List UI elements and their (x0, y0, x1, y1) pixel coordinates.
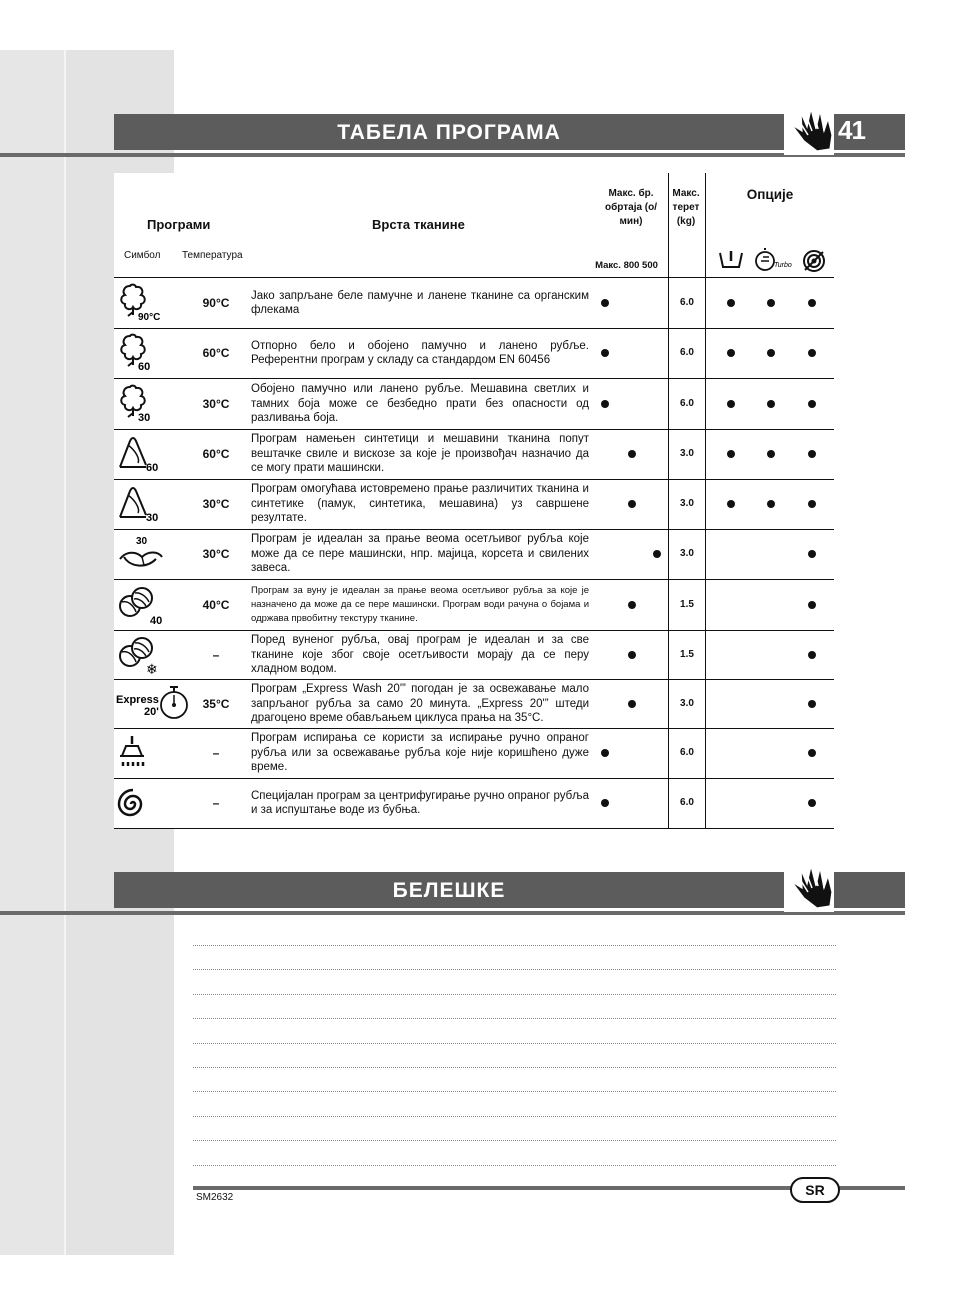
note-line (193, 1165, 836, 1166)
program-description (251, 328, 589, 378)
table-row (114, 278, 834, 328)
option-dot (727, 299, 735, 307)
prewash-icon (718, 249, 744, 271)
table-row (114, 479, 834, 529)
program-description (251, 728, 589, 778)
speed-dot (653, 550, 661, 558)
option-dot (727, 400, 735, 408)
program-temperature: 60°C (202, 447, 230, 461)
section-rule (0, 911, 905, 915)
synthetic-icon (116, 433, 176, 475)
svg-text:❄: ❄ (146, 662, 158, 676)
note-line (193, 1140, 836, 1141)
program-description (251, 278, 589, 328)
program-load: 6.0 (680, 797, 694, 808)
speed-dot (628, 601, 636, 609)
program-load: 6.0 (680, 747, 694, 758)
svg-text:30: 30 (146, 512, 159, 524)
table-row (114, 529, 834, 579)
section-title: БЕЛЕШКЕ (392, 879, 506, 902)
option-dot (767, 349, 775, 357)
program-temperature: – (212, 746, 220, 760)
rinse-icon (116, 732, 176, 774)
svg-text:20': 20' (144, 706, 159, 718)
speed-dot (601, 299, 609, 307)
program-description-text: Поред вуненог рубља, овај програм је идеалан и за све тканине које због своје осетљивости морају да се перу хладном водом. (251, 634, 589, 676)
option-dot (808, 400, 816, 408)
program-load: 3.0 (680, 548, 694, 559)
language-badge: SR (790, 1177, 840, 1203)
speed-dot (628, 500, 636, 508)
program-load: 1.5 (680, 649, 694, 660)
hand-icon (784, 105, 834, 155)
page-number: 41 (838, 115, 865, 145)
option-dot (808, 700, 816, 708)
note-line (193, 969, 836, 970)
program-temperature: 60°C (202, 346, 230, 360)
table-rule (114, 828, 834, 829)
svg-text:30: 30 (138, 412, 151, 424)
table-row (114, 429, 834, 479)
table-row (114, 580, 834, 630)
document-code: SM2632 (196, 1192, 234, 1203)
col-header-programs: Програми (147, 217, 211, 232)
option-dot (808, 299, 816, 307)
section-rule (0, 153, 905, 157)
program-description-text: Програм је идеалан за прање веома осетљивог рубља које може да се пере машински, нпр. мајица, корсета и свилених завеса. (251, 533, 589, 575)
speed-dot (601, 349, 609, 357)
program-load: 6.0 (680, 297, 694, 308)
col-header-speed: Макс. бр. обртаја (о/мин) (604, 188, 658, 227)
program-description-text: Програм намењен синтетици и мешавини тканина попут вештачке свиле и вискозе за које је произвођач назначио да се могу прати машински. (251, 433, 589, 475)
wool-icon (116, 584, 176, 626)
col-header-temp: Температура (182, 250, 243, 261)
program-temperature: 30°C (202, 497, 230, 511)
program-description (251, 529, 589, 579)
speed-dot (601, 749, 609, 757)
note-line (193, 994, 836, 995)
program-description (251, 479, 589, 529)
option-dot (808, 550, 816, 558)
margin-strip (0, 50, 64, 1255)
cotton-icon (116, 383, 176, 425)
program-description (251, 580, 589, 630)
note-line (193, 1043, 836, 1044)
option-dot (767, 500, 775, 508)
cotton-icon (116, 332, 176, 374)
option-dot (767, 299, 775, 307)
speed-dot (601, 400, 609, 408)
program-load: 3.0 (680, 448, 694, 459)
option-dot (727, 450, 735, 458)
program-load: 3.0 (680, 698, 694, 709)
option-dot (808, 500, 816, 508)
col-header-load: Макс. терет (kg) (672, 188, 700, 227)
program-temperature: 35°C (202, 697, 230, 711)
program-temperature: 30°C (202, 547, 230, 561)
anti-crease-spin-icon (802, 249, 826, 273)
note-line (193, 945, 836, 946)
option-dot (808, 749, 816, 757)
program-load: 1.5 (680, 599, 694, 610)
table-row (114, 630, 834, 679)
table-row (114, 379, 834, 429)
table-row (114, 778, 834, 828)
program-description-text: Програм за вуну је идеалан за прање веома осетљивог рубља за које је назначено да може да се пере машински. Програм води рачуна о бојама и одржава првобитну текстуру тканине. (251, 585, 589, 624)
option-dot (808, 799, 816, 807)
note-line (193, 1067, 836, 1068)
program-description-text: Програм испирања се користи за испирање ручно опраног рубља или за освежавање рубља које није коришћено дуже време. (251, 732, 589, 774)
hand-icon (784, 862, 834, 912)
option-dot (808, 450, 816, 458)
program-temperature: – (212, 796, 220, 810)
speed-dot (628, 700, 636, 708)
program-description-text: Програм „Express Wash 20'” погодан је за освежавање мало запрљаног рубља за само 20 минута. „Express 20'” штеди драгоцено време обављањем циклуса прања на 35°C. (251, 683, 589, 725)
program-description-text: Програм омогућава истовремено прање различитих тканина и синтетике (памук, синтетика, мешавина) уз савршене резултате. (251, 483, 589, 525)
option-dot (727, 500, 735, 508)
program-temperature: 40°C (202, 598, 230, 612)
table-row (114, 679, 834, 728)
turbo-timer-icon (754, 247, 796, 273)
delicate-icon (116, 533, 176, 575)
note-line (193, 1018, 836, 1019)
program-temperature: – (212, 648, 220, 662)
program-load: 6.0 (680, 398, 694, 409)
option-dot (808, 651, 816, 659)
speed-dot (628, 651, 636, 659)
program-temperature: 30°C (202, 397, 230, 411)
program-description (251, 379, 589, 429)
synthetic-icon (116, 483, 176, 525)
col-header-speed-values: Макс. 800 500 (595, 260, 658, 271)
speed-dot (601, 799, 609, 807)
col-header-options: Опције (746, 187, 794, 202)
option-dot (767, 400, 775, 408)
option-dot (808, 349, 816, 357)
option-dot (767, 450, 775, 458)
svg-text:Express: Express (116, 694, 159, 706)
col-header-symbol: Симбол (124, 250, 161, 261)
program-temperature: 90°C (202, 296, 230, 310)
svg-text:60: 60 (146, 462, 159, 474)
cotton-icon (116, 282, 176, 324)
program-description-text: Отпорно бело и обојено памучно и ланено рубље. Референтни програм у складу са стандардом EN 60456 (251, 339, 589, 366)
speed-dot (628, 450, 636, 458)
program-description (251, 679, 589, 729)
option-dot (727, 349, 735, 357)
table-row (114, 728, 834, 778)
program-description-text: Јако запрљане беле памучне и ланене тканине са органским флекама (251, 289, 589, 316)
program-description (251, 778, 589, 828)
note-line (193, 1091, 836, 1092)
option-dot (808, 601, 816, 609)
program-load: 6.0 (680, 347, 694, 358)
program-description-text: Специјалан програм за центрифугирање ручно опраног рубља и за испуштање воде из бубња. (251, 789, 589, 816)
program-description-text: Обојено памучно или ланено рубље. Мешавина светлих и тамних боја може се безбедно прати без опасности од разливања боја. (251, 383, 589, 425)
program-description (251, 429, 589, 479)
program-load: 3.0 (680, 498, 694, 509)
program-description (251, 630, 589, 680)
svg-text:40: 40 (150, 615, 163, 626)
express-icon (116, 683, 176, 725)
section-title: ТАБЕЛА ПРОГРАМА (337, 121, 561, 144)
svg-text:Turbo: Turbo (774, 262, 792, 269)
col-header-fabric: Врста тканине (372, 217, 465, 232)
program-table (114, 173, 834, 828)
table-row (114, 328, 834, 378)
svg-text:30: 30 (136, 536, 148, 547)
note-line (193, 1116, 836, 1117)
svg-text:60: 60 (138, 361, 151, 373)
wool-cold-icon (116, 634, 176, 676)
spin-icon (116, 782, 176, 824)
svg-text:90°C: 90°C (138, 312, 161, 323)
